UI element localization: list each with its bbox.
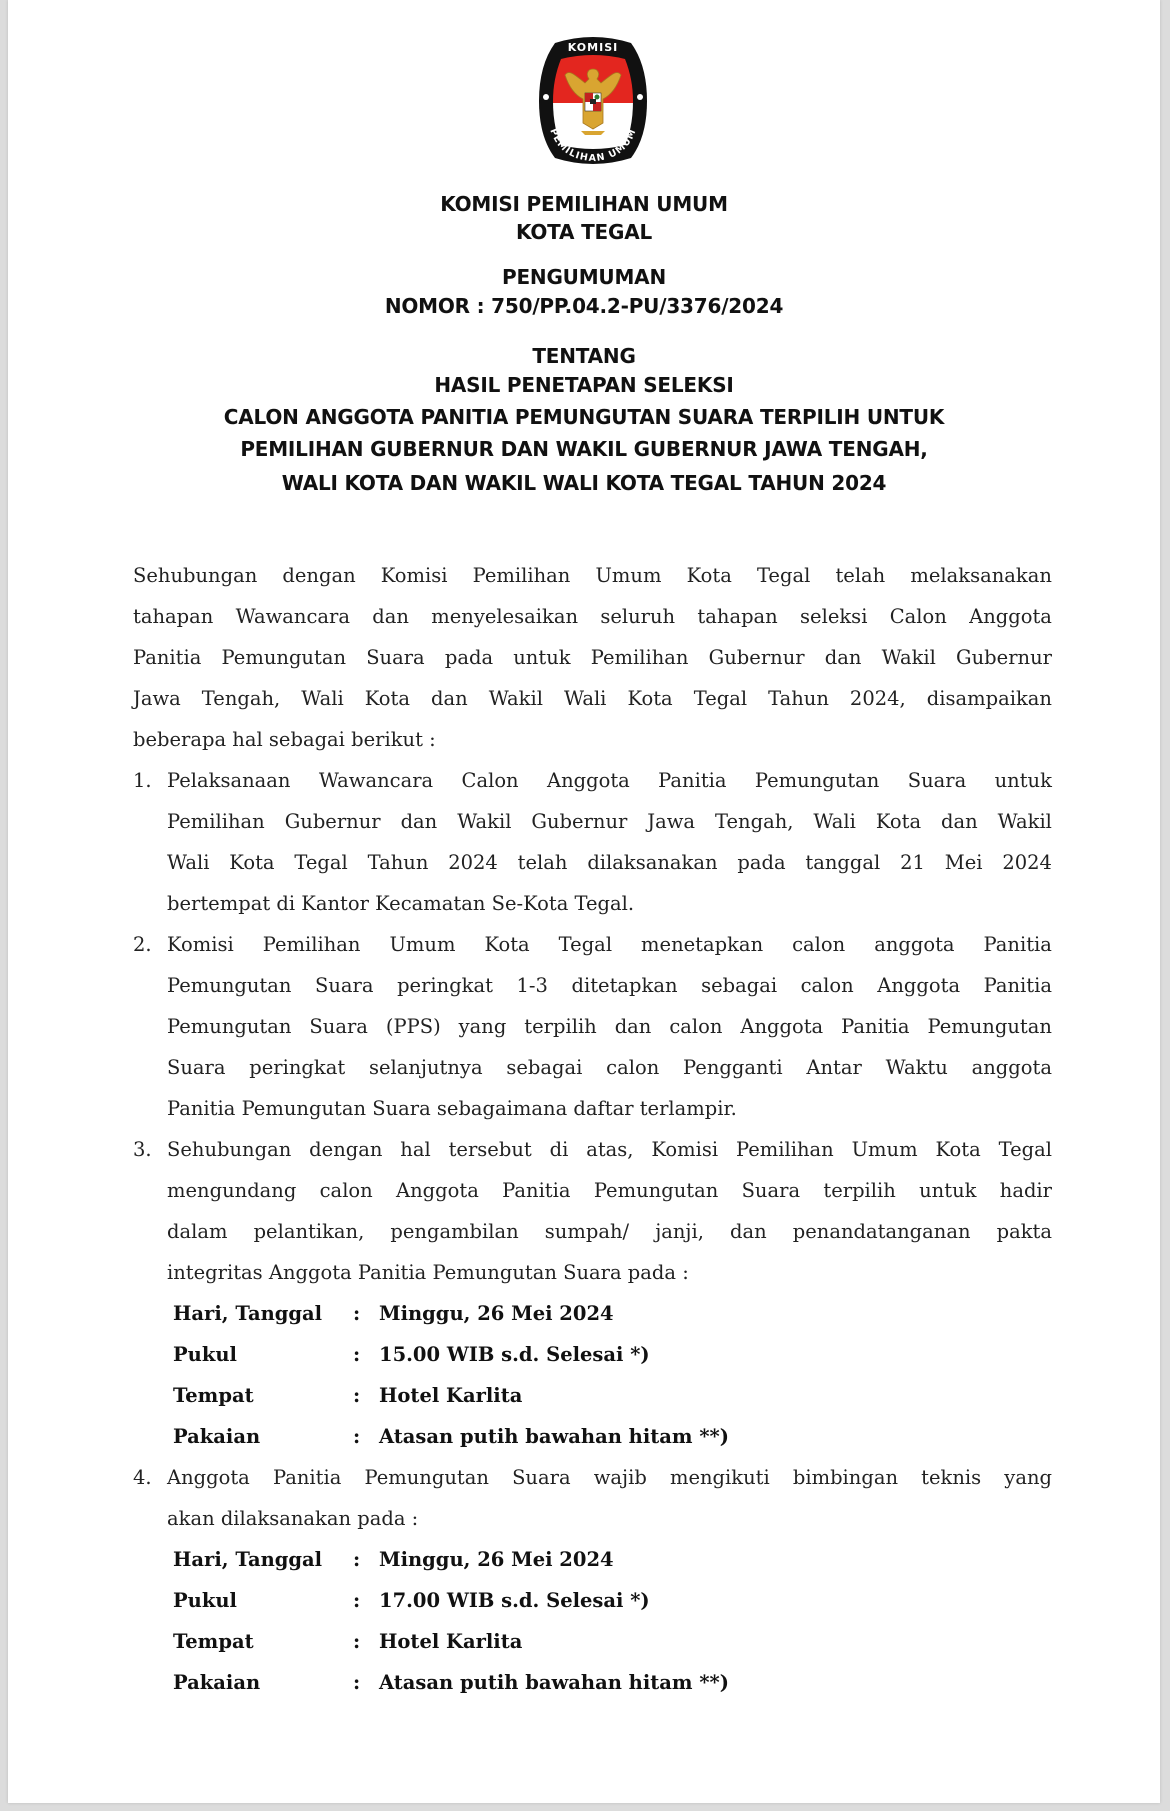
list-item-number: 2. [133,933,152,956]
list-item-line [167,974,1052,998]
word: 2024, [849,687,906,710]
list-item-line [167,1179,1052,1203]
document-page [8,0,1160,1803]
list-item-number: 3. [133,1138,152,1161]
logo-text-top: KOMISI [567,41,619,54]
word: ditetapkan [571,974,678,997]
word: Panitia [133,646,202,669]
word: penandatanganan [792,1220,971,1243]
word: atas, [586,1138,634,1161]
word: dengan [309,1138,383,1161]
word: Tegal [693,687,748,710]
word: calon [669,1015,723,1038]
word: Umum [389,933,456,956]
intro-paragraph-line [133,605,1052,629]
list-item-line: integritas Anggota Panitia Pemungutan Suara pada : [167,1261,689,1284]
intro-paragraph-line [133,687,1052,711]
word: dilaksanakan [587,851,718,874]
word: dan [730,1220,767,1243]
word: Umum [851,1138,918,1161]
word: Wali [167,851,210,874]
word: anggota [971,1056,1052,1079]
word: tahapan [133,605,214,628]
detail-value: Minggu, 26 Mei 2024 [379,1302,614,1325]
word: Wawancara [318,769,434,792]
list-item-line: akan dilaksanakan pada : [167,1507,419,1530]
detail-separator: : [353,1384,361,1407]
word: dan [372,605,409,628]
intro-paragraph-line [133,646,1052,670]
word: seluruh [600,605,676,628]
word: Kota [484,933,530,956]
word: Komisi [380,564,448,587]
doc-title-line: PEMILIHAN GUBERNUR DAN WAKIL GUBERNUR JAWA TENGAH, [240,437,928,461]
word: Wakil [488,687,543,710]
word: Tegal [558,933,613,956]
word: telah [517,851,568,874]
word: pelantikan, [253,1220,365,1243]
word: Pemungutan [167,1015,292,1038]
word: Pemilihan [736,1138,834,1161]
word: di [549,1138,569,1161]
word: Kota [935,1138,981,1161]
word: Wakil [881,646,936,669]
word: mengikuti [669,1466,770,1489]
word: Panitia [502,1179,571,1202]
word: Gubernur [284,810,381,833]
word: terpilih [823,1179,896,1202]
word: calon [792,933,846,956]
word: Gubernur [531,810,628,833]
word: Pemungutan [364,1466,489,1489]
word: Anggota [969,605,1052,628]
word: 2024 [448,851,498,874]
word: Pemilihan [167,810,265,833]
word: tahapan [697,605,778,628]
word: wajib [593,1466,647,1489]
detail-label: Pukul [173,1343,237,1366]
word: dan [824,646,862,669]
doc-title-line: CALON ANGGOTA PANITIA PEMUNGUTAN SUARA TERPILIH UNTUK [223,405,945,429]
word: Calon [889,605,947,628]
word: 1-3 [516,974,548,997]
word: Gubernur [708,646,805,669]
word: sumpah/ [544,1220,630,1243]
detail-label: Pakaian [173,1425,261,1448]
word: sebagai [506,1056,583,1079]
word: 2024 [1002,851,1052,874]
word: untuk [513,646,571,669]
word: calon [319,1179,373,1202]
detail-value: Hotel Karlita [379,1384,523,1407]
list-item-line [167,1056,1052,1080]
intro-paragraph-line [133,564,1052,588]
word: 21 [900,851,925,874]
word: Tegal [294,851,348,874]
word: Tengah, [201,687,281,710]
doc-title-line: HASIL PENETAPAN SELEKSI [434,373,734,397]
word: Suara [907,769,967,792]
word: telah [835,564,886,587]
doc-number: NOMOR : 750/PP.04.2-PU/3376/2024 [384,294,784,318]
detail-value: Atasan putih bawahan hitam **) [379,1425,729,1448]
detail-label: Pukul [173,1589,237,1612]
word: seleksi [800,605,868,628]
word: Umum [595,564,662,587]
word: Panitia [983,933,1052,956]
about-label: TENTANG [532,344,636,368]
word: mengundang [167,1179,297,1202]
word: Suara [309,1015,368,1038]
intro-paragraph-line: beberapa hal sebagai berikut : [133,728,436,751]
list-item-line [167,1220,1052,1244]
word: (PPS) [385,1015,441,1038]
word: Pemungutan [754,769,880,792]
word: tersebut [448,1138,532,1161]
word: Antar [806,1056,862,1079]
detail-value: Minggu, 26 Mei 2024 [379,1548,614,1571]
word: peringkat [397,974,493,997]
word: Wawancara [235,605,350,628]
word: sebagai [701,974,778,997]
word: Suara [512,1466,571,1489]
word: Kota [229,851,275,874]
word: Suara [315,974,374,997]
word: yang [458,1015,507,1038]
word: dan [614,1015,652,1038]
detail-value: Hotel Karlita [379,1630,523,1653]
word: dan [400,810,438,833]
detail-label: Pakaian [173,1671,261,1694]
list-item-line [167,1138,1052,1162]
word: Kota [686,564,732,587]
word: Panitia [272,1466,342,1489]
word: Sehubungan [167,1138,292,1161]
word: Pemilihan [472,564,571,587]
word: Kota [875,810,922,833]
detail-separator: : [353,1425,361,1448]
word: pada [737,851,786,874]
word: Waktu [885,1056,948,1079]
word: melaksanakan [910,564,1052,587]
word: Suara [366,646,425,669]
word: Suara [741,1179,801,1202]
list-item-line [167,810,1052,834]
word: bimbingan [792,1466,899,1489]
word: Kota [627,687,673,710]
detail-separator: : [353,1548,361,1571]
word: anggota [874,933,955,956]
list-item-line [167,1466,1052,1490]
word: Suara [167,1056,226,1079]
word: janji, [655,1220,704,1243]
word: Pemungutan [221,646,347,669]
word: calon [800,974,854,997]
logo-text-bottom: PEMILIHAN UMUM [547,126,639,165]
word: yang [1004,1466,1052,1489]
detail-separator: : [353,1630,361,1653]
word: untuk [994,769,1052,792]
detail-separator: : [353,1671,361,1694]
word: pada [444,646,494,669]
word: Mei [944,851,983,874]
word: Jawa [647,810,696,833]
word: Calon [461,769,519,792]
word: terpilih [524,1015,597,1038]
word: dan [941,810,978,833]
word: untuk [919,1179,977,1202]
word: pakta [996,1220,1052,1243]
word: teknis [921,1466,982,1489]
list-item-line: Panitia Pemungutan Suara sebagaimana daftar terlampir. [167,1097,737,1120]
list-item-number: 4. [133,1466,152,1489]
word: hal [400,1138,431,1161]
doc-title-line: WALI KOTA DAN WAKIL WALI KOTA TEGAL TAHUN 2024 [281,471,887,495]
word: dalam [167,1220,228,1243]
word: disampaikan [926,687,1052,710]
word: Anggota [740,1015,824,1038]
word: Pengganti [683,1056,783,1079]
word: Wali [563,687,607,710]
word: Tengah, [715,810,794,833]
word: Pemilihan [590,646,689,669]
word: Tegal [998,1138,1052,1161]
kpu-logo [535,35,651,166]
word: Wali [813,810,856,833]
detail-separator: : [353,1302,361,1325]
word: Panitia [841,1015,910,1038]
word: Wakil [997,810,1052,833]
word: Pemungutan [593,1179,719,1202]
detail-value: 15.00 WIB s.d. Selesai *) [379,1343,650,1366]
detail-separator: : [353,1589,361,1612]
word: peringkat [249,1056,346,1079]
word: Sehubungan [133,564,258,587]
detail-label: Hari, Tanggal [173,1548,323,1571]
detail-value: 17.00 WIB s.d. Selesai *) [379,1589,650,1612]
word: Anggota [877,974,961,997]
list-item-line [167,933,1052,957]
word: Anggota [396,1179,479,1202]
word: Pemungutan [167,974,292,997]
word: Kota [364,687,410,710]
detail-separator: : [353,1343,361,1366]
word: Gubernur [956,646,1052,669]
detail-label: Tempat [173,1630,254,1653]
word: Tegal [756,564,811,587]
word: Tahun [367,851,429,874]
word: dengan [282,564,356,587]
detail-value: Atasan putih bawahan hitam **) [379,1671,729,1694]
doc-type: PENGUMUMAN [502,265,666,289]
list-item-line: bertempat di Kantor Kecamatan Se-Kota Tegal. [167,892,635,915]
detail-label: Hari, Tanggal [173,1302,323,1325]
word: Pemilihan [262,933,361,956]
word: Jawa [133,687,181,710]
word: Panitia [658,769,727,792]
word: Komisi [651,1138,719,1161]
word: Wali [301,687,344,710]
word: menyelesaikan [431,605,579,628]
word: Anggota [167,1466,250,1489]
word: selanjutnya [368,1056,483,1079]
list-item-line [167,1015,1052,1039]
word: pengambilan [390,1220,519,1243]
word: Anggota [546,769,630,792]
detail-label: Tempat [173,1384,254,1407]
org-city: KOTA TEGAL [515,220,653,244]
word: hadir [999,1179,1052,1202]
word: Pelaksanaan [167,769,291,792]
word: Pemungutan [927,1015,1052,1038]
word: Komisi [167,933,234,956]
word: tanggal [805,851,881,874]
word: Tahun [768,687,829,710]
word: calon [606,1056,660,1079]
word: Wakil [457,810,512,833]
list-item-number: 1. [133,769,152,792]
word: dan [431,687,468,710]
list-item-line [167,769,1052,793]
org-name: KOMISI PEMILIHAN UMUM [440,192,728,216]
word: Panitia [983,974,1052,997]
list-item-line [167,851,1052,875]
word: menetapkan [641,933,764,956]
